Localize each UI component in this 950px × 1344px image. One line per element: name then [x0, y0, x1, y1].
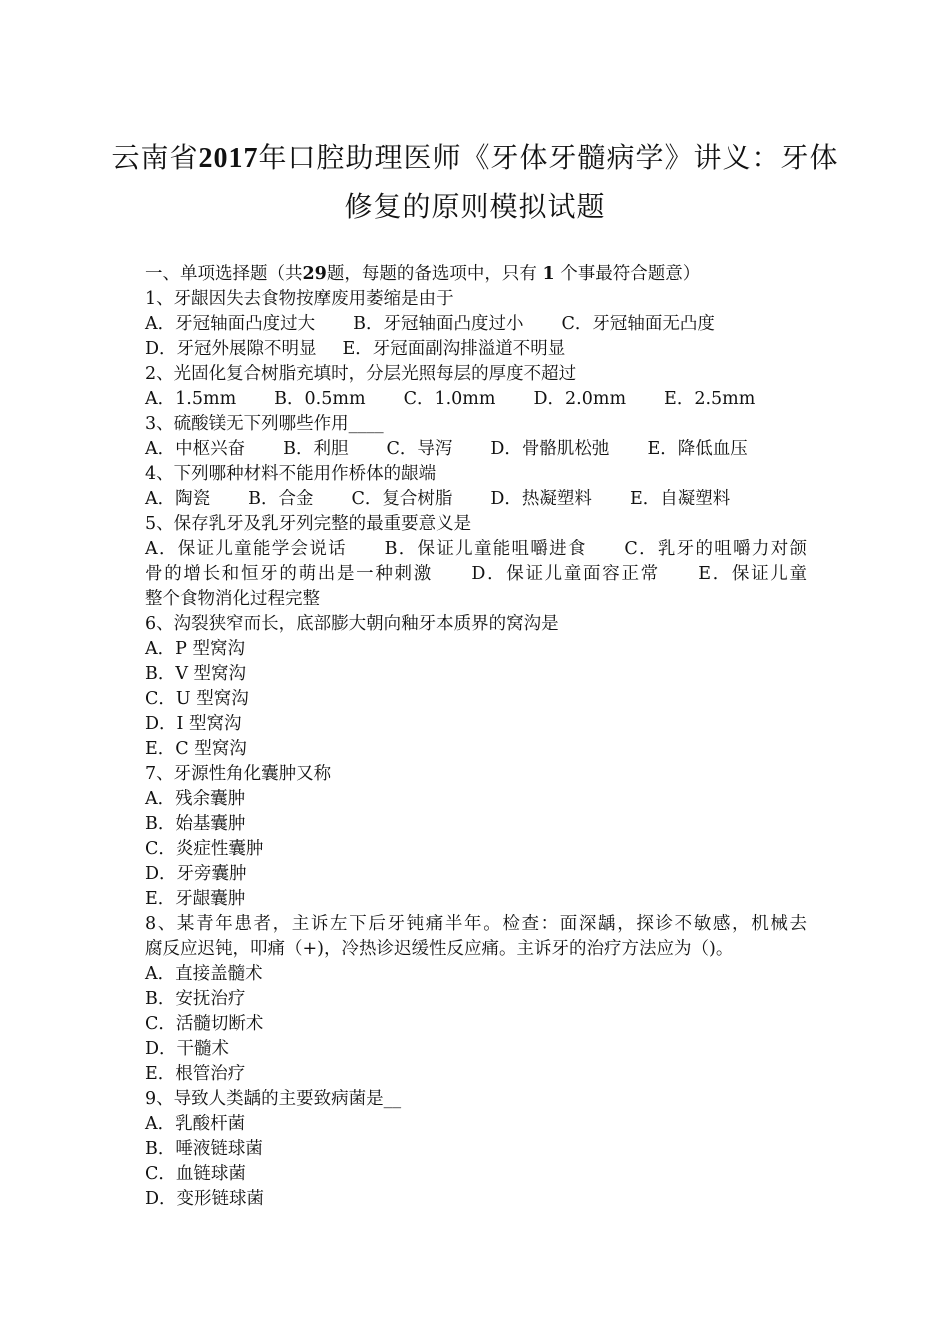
q4-option-e: E．自凝塑料 — [629, 489, 731, 509]
q6-option-a: A．P 型窝沟 — [145, 639, 245, 659]
section-heading-mid: 题，每题的备选项中，只有 — [326, 264, 537, 284]
question-9: 9、导致人类龋的主要致病菌是__ — [145, 1089, 402, 1109]
title-suffix: 年口腔助理医师《牙体牙髓病学》讲义：牙体 — [258, 141, 839, 174]
question-5-options-line2: 骨的增长和恒牙的萌出是一种刺激 D．保证儿童面容正常 E．保证儿童 — [145, 564, 807, 584]
q9-option-a: A．乳酸杆菌 — [145, 1114, 246, 1134]
q2-option-a: A．1.5mm — [145, 389, 237, 409]
q3-option-d: D．骨骼肌松弛 — [490, 439, 610, 459]
q7-option-b: B．始基囊肿 — [145, 814, 246, 834]
q7-option-d: D．牙旁囊肿 — [145, 864, 247, 884]
q8-option-e: E．根管治疗 — [145, 1064, 246, 1084]
doc-title-line1 — [0, 136, 950, 176]
question-5-options-line3: 整个食物消化过程完整 — [145, 589, 320, 609]
q3-option-c: C．导泻 — [386, 439, 453, 459]
title-year: 2017 — [198, 143, 259, 174]
question-8-line2: 腐反应迟钝，叩痛（+)，冷热诊迟缓性反应痛。主诉牙的治疗方法应为（)。 — [145, 939, 734, 959]
question-2: 2、光固化复合树脂充填时，分层光照每层的厚度不超过 — [145, 364, 577, 384]
question-1-options-row2 — [145, 339, 565, 359]
question-6: 6、沟裂狭窄而长，底部膨大朝向釉牙本质界的窝沟是 — [145, 614, 559, 634]
question-4-options — [145, 489, 730, 509]
q2-option-e: E．2.5mm — [664, 389, 756, 409]
q6-option-e: E．C 型窝沟 — [145, 739, 247, 759]
question-8-line1: 8、某青年患者，主诉左下后牙钝痛半年。检查：面深龋，探诊不敏感，机械去 — [145, 914, 807, 934]
question-3: 3、硫酸镁无下列哪些作用____ — [145, 414, 384, 434]
title-prefix: 云南省 — [111, 141, 199, 174]
q2-option-b: B．0.5mm — [274, 389, 366, 409]
q1-option-e: E．牙冠面副沟排溢道不明显 — [342, 339, 566, 359]
q4-option-d: D．热凝塑料 — [490, 489, 592, 509]
q2-option-c: C．1.0mm — [403, 389, 496, 409]
section-heading-post: 个事最符合题意） — [560, 264, 701, 284]
question-3-options — [145, 439, 748, 459]
q9-option-c: C．血链球菌 — [145, 1164, 246, 1184]
q8-option-c: C．活髓切断术 — [145, 1014, 264, 1034]
q1-option-b: B．牙冠轴面凸度过小 — [353, 314, 524, 334]
question-7: 7、牙源性角化囊肿又称 — [145, 764, 332, 784]
question-4: 4、下列哪种材料不能用作桥体的龈端 — [145, 464, 437, 484]
q7-option-e: E．牙龈囊肿 — [145, 889, 246, 909]
q7-option-a: A．残余囊肿 — [145, 789, 246, 809]
q3-option-b: B．利胆 — [283, 439, 349, 459]
q6-option-b: B．V 型窝沟 — [145, 664, 247, 684]
q1-option-c: C．牙冠轴面无凸度 — [561, 314, 715, 334]
question-1: 1、牙龈因失去食物按摩废用萎缩是由于 — [145, 289, 454, 309]
question-5-options-line1: A．保证儿童能学会说话 B．保证儿童能咀嚼进食 C．乳牙的咀嚼力对颌 — [145, 539, 807, 559]
q1-option-a: A．牙冠轴面凸度过大 — [145, 314, 316, 334]
q1-option-d: D．牙冠外展隙不明显 — [145, 339, 317, 359]
answer-count: 1 — [542, 264, 555, 284]
q3-option-a: A．中枢兴奋 — [145, 439, 246, 459]
q6-option-c: C．U 型窝沟 — [145, 689, 249, 709]
q2-option-d: D．2.0mm — [533, 389, 627, 409]
q4-option-a: A．陶瓷 — [145, 489, 211, 509]
q6-option-d: D．I 型窝沟 — [145, 714, 242, 734]
q3-option-e: E．降低血压 — [647, 439, 748, 459]
section-heading-pre: 一、单项选择题（共 — [145, 264, 303, 284]
q8-option-b: B．安抚治疗 — [145, 989, 246, 1009]
q4-option-b: B．合金 — [248, 489, 314, 509]
q9-option-b: B．唾液链球菌 — [145, 1139, 263, 1159]
q7-option-c: C．炎症性囊肿 — [145, 839, 264, 859]
q8-option-d: D．干髓术 — [145, 1039, 230, 1059]
q8-option-a: A．直接盖髓术 — [145, 964, 263, 984]
question-2-options — [145, 389, 755, 409]
doc-title-line2: 修复的原则模拟试题 — [344, 190, 606, 223]
q4-option-c: C．复合树脂 — [351, 489, 453, 509]
question-1-options-row1 — [145, 314, 715, 334]
section-heading — [145, 264, 700, 284]
question-count: 29 — [302, 264, 327, 284]
q9-option-d: D．变形链球菌 — [145, 1189, 265, 1209]
question-5: 5、保存乳牙及乳牙列完整的最重要意义是 — [145, 514, 472, 534]
